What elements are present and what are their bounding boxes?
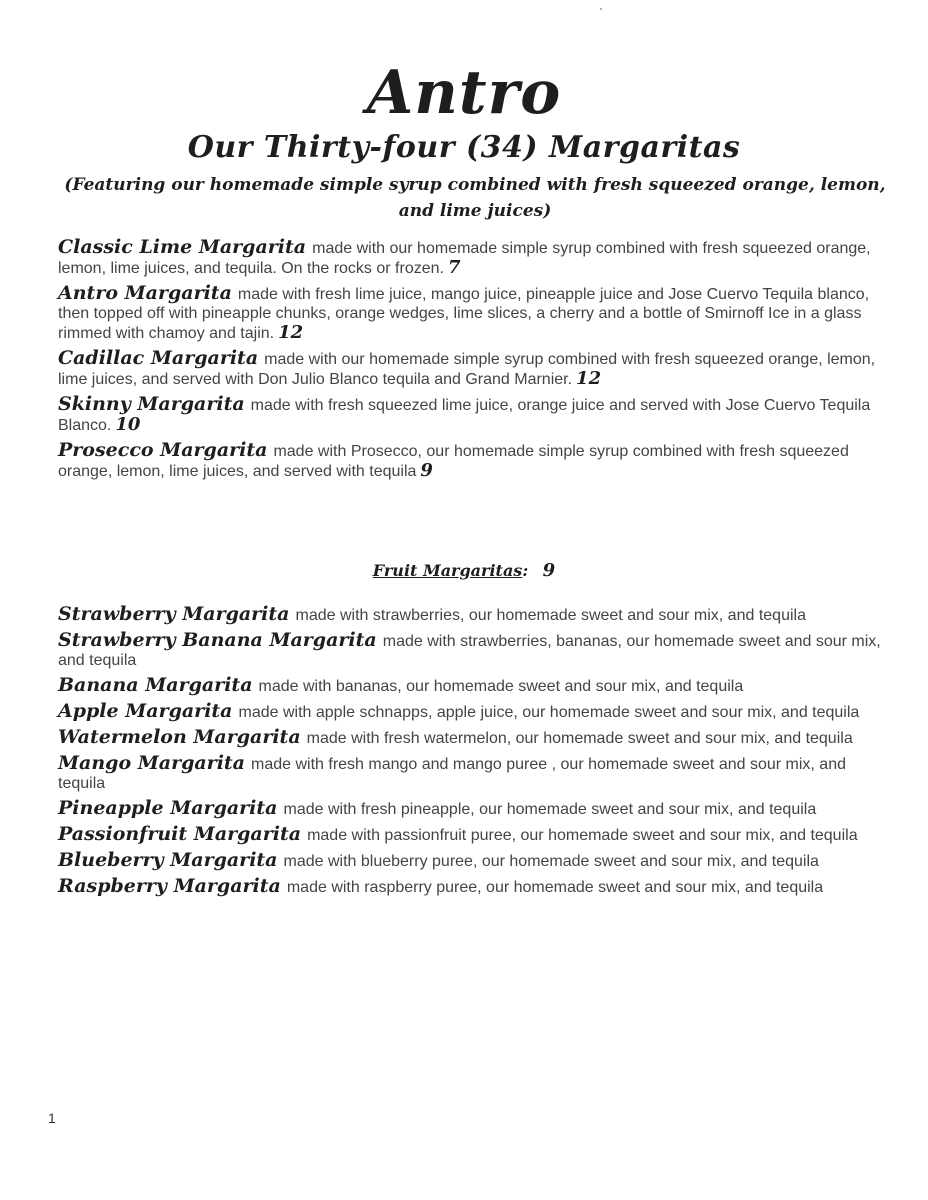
menu-item-description: made with apple schnapps, apple juice, our homemade sweet and sour mix, and tequila: [238, 704, 860, 721]
menu-item-name: Raspberry Margarita: [58, 875, 281, 897]
menu-item-description: made with our homemade simple syrup combined with fresh squeezed orange, lemon, lime juices, and tequila. On the rocks or frozen.: [58, 240, 871, 277]
menu-item-description: made with strawberries, our homemade sweet and sour mix, and tequila: [295, 607, 806, 624]
signature-margarita-list: [58, 238, 883, 487]
menu-item-name: Pineapple Margarita: [58, 797, 278, 819]
menu-item: [58, 728, 883, 748]
menu-item: [58, 877, 883, 897]
menu-item-name: Watermelon Margarita: [58, 726, 301, 748]
menu-item-description: made with passionfruit puree, our homemade sweet and sour mix, and tequila: [307, 827, 858, 844]
menu-subtitle: (Featuring our homemade simple syrup combined with fresh squeezed orange, lemon, and lime juices): [64, 175, 886, 221]
menu-item-description: made with blueberry puree, our homemade sweet and sour mix, and tequila: [283, 853, 819, 870]
fruit-margarita-list: [58, 605, 883, 903]
menu-item-name: Skinny Margarita: [58, 393, 245, 415]
menu-item-price: 10: [115, 414, 141, 435]
menu-item-description: made with bananas, our homemade sweet and sour mix, and tequila: [258, 678, 744, 695]
fruit-section-colon: :: [522, 561, 529, 580]
menu-item: [58, 825, 883, 845]
menu-item-name: Mango Margarita: [58, 752, 245, 774]
menu-item-description: made with Prosecco, our homemade simple syrup combined with fresh squeezed orange, lemon, lime juices, and served with tequila: [58, 443, 849, 480]
menu-item: [58, 395, 883, 435]
brand-name: Antro: [366, 58, 562, 128]
menu-item-name: Cadillac Margarita: [58, 347, 259, 369]
menu-item: [58, 676, 883, 696]
menu-title: Our Thirty-four (34) Margaritas: [187, 130, 741, 165]
menu-item-price: 7: [447, 257, 461, 278]
menu-item-name: Classic Lime Margarita: [58, 236, 307, 258]
menu-item-name: Strawberry Banana Margarita: [58, 629, 377, 651]
menu-item: [58, 754, 883, 793]
menu-item: [58, 631, 883, 670]
menu-item-description: made with strawberries, bananas, our homemade sweet and sour mix, and tequila: [58, 633, 881, 669]
menu-item-description: made with fresh mango and mango puree , our homemade sweet and sour mix, and tequila: [58, 756, 846, 792]
menu-item-description: made with fresh lime juice, mango juice, pineapple juice and Jose Cuervo Tequila blanco, then topped off with pineapple chunks, orange wedges, lime slices, a cherry and a bottle of Smirnoff Ice in a glass rimmed with chamoy and tajin.: [58, 286, 870, 342]
menu-item-price: 9: [420, 460, 433, 481]
menu-item-description: made with fresh watermelon, our homemade sweet and sour mix, and tequila: [306, 730, 853, 747]
fruit-section-price: 9: [542, 560, 556, 581]
menu-item-description: made with our homemade simple syrup combined with fresh squeezed orange, lemon, lime juices, and served with Don Julio Blanco tequila and Grand Marnier.: [58, 351, 876, 388]
menu-item-name: Passionfruit Margarita: [58, 823, 302, 845]
menu-item: [58, 284, 883, 343]
brand-title: [0, 58, 928, 128]
menu-item-name: Apple Margarita: [58, 700, 233, 722]
menu-item: [58, 238, 883, 278]
menu-item-price: 12: [278, 322, 304, 343]
menu-item-name: Banana Margarita: [58, 674, 253, 696]
menu-item-name: Strawberry Margarita: [58, 603, 290, 625]
menu-item: [58, 349, 883, 389]
menu-item-description: made with fresh pineapple, our homemade sweet and sour mix, and tequila: [283, 801, 817, 818]
menu-item-name: Prosecco Margarita: [58, 439, 268, 461]
menu-item-description: made with fresh squeezed lime juice, orange juice and served with Jose Cuervo Tequila Blanco.: [58, 397, 871, 434]
menu-item: [58, 605, 883, 625]
fruit-section-name: Fruit Margaritas: [372, 561, 523, 580]
page-number: 1: [48, 1110, 56, 1126]
menu-item-price: 12: [576, 368, 602, 389]
menu-item-name: Blueberry Margarita: [58, 849, 278, 871]
menu-item-name: Antro Margarita: [58, 282, 232, 304]
menu-item: [58, 441, 883, 481]
menu-item: [58, 799, 883, 819]
scan-speck: [600, 8, 602, 10]
fruit-section-heading: [0, 560, 928, 581]
menu-item: [58, 702, 883, 722]
menu-item: [58, 851, 883, 871]
menu-item-description: made with raspberry puree, our homemade sweet and sour mix, and tequila: [286, 879, 824, 896]
